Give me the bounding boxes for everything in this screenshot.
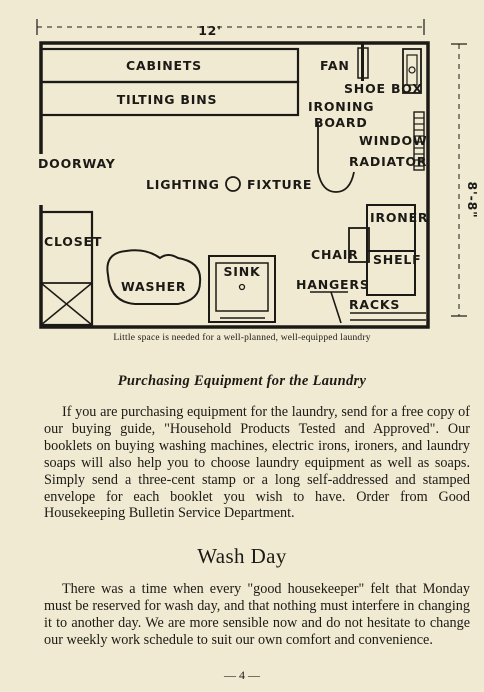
figure-caption: Little space is needed for a well-planned, well-equipped laundry [113, 333, 371, 343]
cabinets-label: CABINETS [126, 58, 202, 73]
window-label: WINDOW [359, 133, 428, 148]
section-heading-wash-day: Wash Day [197, 544, 287, 568]
chair-label: CHAIR [311, 247, 359, 262]
tilting-bins-label: TILTING BINS [116, 92, 218, 107]
paragraph-purchasing: If you are purchasing equipment for the laundry, send for a free copy of our buying guide, "Household Products Tested and Approved". Our booklets on buying washing machines, electric irons, ironers, and laundry soaps will also help you to choose laundry equipment as well as soaps. Simply send a three-cent stamp or a long self-addressed and stamped envelope for each booklet you wish to have. Order from Good Housekeeping Bulletin Service Department. [44, 404, 470, 522]
ironing-label: IRONING [308, 99, 375, 114]
paragraph-wash-day: There was a time when every "good housekeeper" felt that Monday must be reserved for wash day, and that nothing must interfere in changing it to another day. We are more sensible now and do not hesitate to change our weekly work schedule to suit our own comfort and convenience. [44, 581, 470, 648]
board-label: BOARD [314, 115, 368, 130]
fan-label: FAN [320, 58, 350, 73]
shelf-label: SHELF [373, 252, 422, 267]
washer-label: WASHER [121, 279, 187, 294]
width-dimension-label: 12' [198, 23, 222, 38]
page-number: — 4 — [224, 668, 260, 682]
height-dimension-label: 8'-8" [465, 181, 480, 219]
shoe-box-label: SHOE BOX [344, 81, 423, 96]
racks-label: RACKS [349, 297, 401, 312]
closet-label: CLOSET [44, 234, 103, 249]
hangers-label: HANGERS [296, 277, 370, 292]
radiator-label: RADIATOR [349, 154, 428, 169]
ironer-label: IRONER [370, 210, 429, 225]
section-heading-purchasing: Purchasing Equipment for the Laundry [117, 373, 367, 389]
sink-label: SINK [223, 264, 261, 279]
lighting-label: LIGHTING [146, 177, 220, 192]
fixture-label: FIXTURE [247, 177, 313, 192]
doorway-label: DOORWAY [38, 156, 116, 171]
laundry-floor-plan [0, 0, 484, 340]
